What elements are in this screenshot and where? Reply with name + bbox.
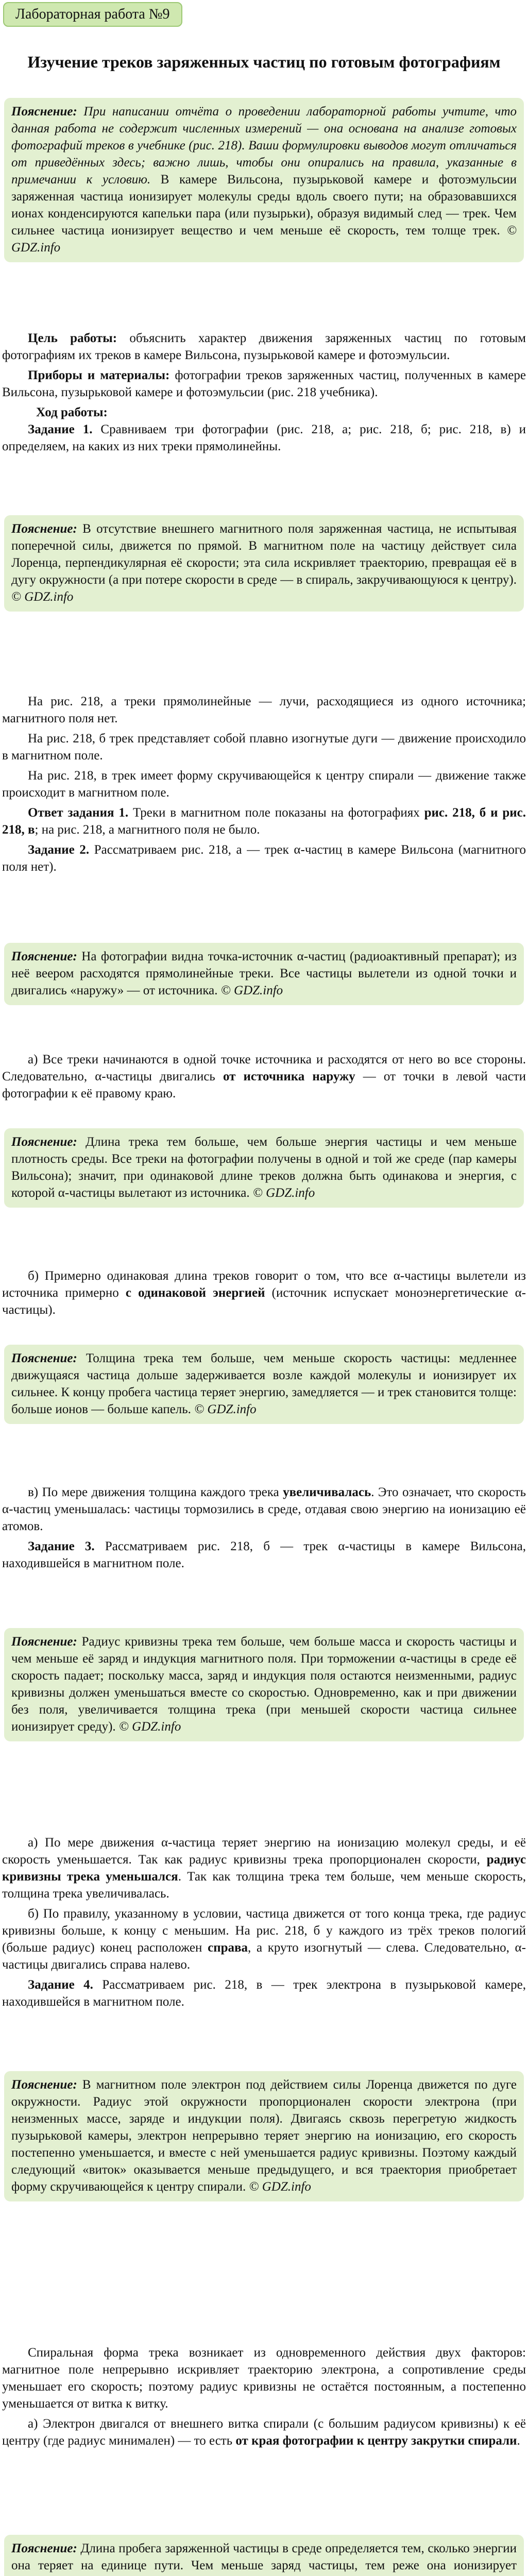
ans1-tail: ; на рис. 218, а магнитного поля не было. <box>35 823 260 837</box>
task2-text: Рассматриваем рис. 218, а — трек α-частиц в камере Вильсона (магнитного поля нет). <box>2 843 526 874</box>
task3-text: Рассматриваем рис. 218, б — трек α-частицы в камере Вильсона, находившейся в магнитном поле. <box>2 1539 526 1570</box>
task1-answer <box>0 693 528 878</box>
gdz-watermark: © GDZ.info <box>11 224 517 255</box>
lab-work-tab-label: Лабораторная работа №9 <box>15 6 170 22</box>
note-label: Пояснение: <box>11 2541 77 2555</box>
answer-bold: от источника наружу <box>223 1070 355 1083</box>
answer-line: Спиральная форма трека возникает из одновременного действия двух факторов: магнитное поле непрерывно искривляет траекторию электрона, а сопротивление среды уменьшает его скорость; поэтому радиус кривизны не остаётся постоянным, а постепенно уменьшается от витка к витку. <box>2 2346 526 2411</box>
ans1-bold: рис. 218, б и рис. 218, в <box>2 806 526 837</box>
note-label: Пояснение: <box>11 1135 77 1149</box>
answer-tail: . <box>517 2434 520 2448</box>
answer-bold: справа <box>208 1941 248 1955</box>
answer-text: б) По правилу, указанному в условии, частица движется от того конца трека, где радиус кривизны больше, к концу с меньшим. На рис. 218, б у каждого из трёх треков пологий (больше радиус) конец расположен <box>2 1907 526 1955</box>
answer-tail: . Это означает, что скорость α-частиц уменьшалась: частицы тормозились в среде, отдавая свою энергию на ионизацию её атомов. <box>2 1485 526 1533</box>
note-text: Толщина трека тем больше, чем меньше скорость частицы: медленнее движущаяся частица дольше задерживается возле каждой молекулы и ионизирует их сильнее. К концу пробега частица теряет энергию, замедляется — и трек становится толще: больше ионов — больше капель. <box>11 1351 517 1416</box>
note-label: Пояснение: <box>11 2078 77 2092</box>
answer-text: а) По мере движения α-частица теряет энергию на ионизацию молекул среды, и её скорость уменьшается. Так как радиус кривизны трека пропорционален скорости, <box>2 1836 526 1867</box>
progress-heading: Ход работы: <box>36 405 108 419</box>
answer-bold: с одинаковой энергией <box>125 1286 265 1300</box>
note-6 <box>0 1628 528 1741</box>
note-text: Радиус кривизны трека тем больше, чем больше масса и скорость частицы и чем меньше её заряд и индукция магнитного поля. При торможении α-частицы в среде её скорость падает; поскольку масса, заряд и индукция поля остаются неизменными, радиус кривизны должен уменьшаться вместе со скоростью. Одновременно, как и при движении без поля, увеличивается толщина трека (при меньшей скорости частица сильнее ионизирует среду). <box>11 1635 517 1734</box>
answer-bold: увеличивалась <box>283 1485 371 1499</box>
page-title: Изучение треков заряженных частиц по готовым фотографиям <box>27 53 501 71</box>
note-7 <box>0 2071 528 2201</box>
answer-tail: (источник испускает моноэнергетические α-частицы). <box>2 1286 526 1317</box>
gdz-watermark: © GDZ.info <box>249 2180 311 2194</box>
note-1 <box>0 98 528 262</box>
task1-label: Задание 1. <box>28 422 93 436</box>
devices-text: фотографии треков заряженных частиц, полученных в камере Вильсона, пузырьковой камере и фотоэмульсии (рис. 218 учебника). <box>2 368 526 399</box>
note-text: В отсутствие внешнего магнитного поля заряженная частица, не испытывая поперечной силы, движется по прямой. В магнитном поле на частицу действует сила Лоренца, перпендикулярная её скорости; эта сила искривляет траекторию, превращая её в дугу окружности (а при потере скорости в среде — в спираль, закручивающуюся к центру). <box>11 522 517 587</box>
note-label: Пояснение: <box>11 105 77 118</box>
answer-bold: от края фотографии к центру закрутки спирали <box>235 2434 517 2448</box>
lab-work-tab[interactable] <box>3 2 182 27</box>
task4-text: Рассматриваем рис. 218, в — трек электрона в пузырьковой камере, находившейся в магнитном поле. <box>2 1978 526 2009</box>
task2-label: Задание 2. <box>28 843 90 857</box>
task4-answers <box>0 2344 528 2452</box>
gdz-watermark: © GDZ.info <box>220 984 283 997</box>
answer-a-2 <box>0 1051 528 1105</box>
task1-text: Сравниваем три фотографии (рис. 218, а; рис. 218, б; рис. 218, в) и определяем, на каких из них треки прямолинейны. <box>2 422 526 453</box>
note-text: Длина пробега заряженной частицы в среде определяется тем, сколько энергии она теряет на единице пути. Чем меньше заряд частицы, тем реже она ионизирует <box>11 2541 517 2572</box>
task3-answers <box>0 1834 528 2013</box>
answer-tail: — от точки в левой части фотографии к её правому краю. <box>2 1070 526 1100</box>
note-8 <box>0 2535 528 2576</box>
note-label: Пояснение: <box>11 1635 77 1649</box>
note-2 <box>0 515 528 612</box>
note-label: Пояснение: <box>11 950 77 963</box>
ans1-text: Треки в магнитном поле показаны на фотографиях <box>128 806 424 820</box>
note-text: В камере Вильсона, пузырьковой камере и фотоэмульсии заряженная частица ионизирует молекулы среды вдоль своего пути; на образовавшихся ионах конденсируются капельки пара (или пузырьки), образуя видимый след — трек. Чем сильнее частица ионизирует вещество и чем меньше её скорость, тем толще трек. <box>11 173 517 238</box>
answer-bold: радиус кривизны трека уменьшался <box>2 1853 526 1884</box>
task4-label: Задание 4. <box>28 1978 93 1992</box>
note-label: Пояснение: <box>11 522 77 536</box>
note-text: Длина трека тем больше, чем больше энергия частицы и чем меньше плотность среды. Все треки на фотографии получены в одной и той же среде (пар камеры Вильсона); значит, при одинаковой длине треков должна быть одинакова и энергия, с которой α-частицы вылетают из источника. <box>11 1135 517 1200</box>
answer-text: а) Электрон двигался от внешнего витка спирали (с большим радиусом кривизны) к её центру (где радиус минимален) — то есть <box>2 2417 526 2448</box>
note-4 <box>0 1128 528 1208</box>
answer-line: На рис. 218, б трек представляет собой плавно изогнутые дуги — движение происходило в магнитном поле. <box>2 732 526 762</box>
goal-section <box>0 330 528 458</box>
goal-text: объяснить характер движения заряженных частиц по готовым фотографиям их треков в камере Вильсона, пузырьковой камере и фотоэмульсии. <box>2 331 526 362</box>
note-text: На фотографии видна точка-источник α-частиц (радиоактивный препарат); из неё веером расходятся прямолинейные треки. Все частицы вылетели из одной точки и двигались «наружу» — от источника. <box>11 950 517 997</box>
task3-label: Задание 3. <box>28 1539 95 1553</box>
answer-line: На рис. 218, а треки прямолинейные — лучи, расходящиеся из одного источника; магнитного поля нет. <box>2 694 526 725</box>
answer-text: а) Все треки начинаются в одной точке источника и расходятся от него во все стороны. Следовательно, α-частицы двигались <box>2 1053 526 1083</box>
answer-b-2 <box>0 1267 528 1321</box>
answer-c-2 <box>0 1484 528 1575</box>
devices-label: Приборы и материалы: <box>28 368 170 382</box>
gdz-watermark: © GDZ.info <box>118 1720 181 1734</box>
note-italic: При написании отчёта о проведении лабораторной работы учтите, что данная работа не содержит численных измерений — она основана на анализе готовых фотографий треков в учебнике (рис. 218). Ваши формулировки выводов могут отличаться от приведённых здесь; важно лишь, чтобы они опирались на правила, указанные в примечании к условию. <box>11 105 517 187</box>
answer-text: в) По мере движения толщина каждого трека <box>28 1485 283 1499</box>
gdz-watermark: © GDZ.info <box>194 1402 257 1416</box>
ans1-label: Ответ задания 1. <box>28 806 129 820</box>
answer-tail: , а круто изогнутый — слева. Следовательно, α-частицы двигались справа налево. <box>2 1941 526 1972</box>
goal-label: Цель работы: <box>28 331 117 345</box>
note-5 <box>0 1345 528 1424</box>
answer-text: б) Примерно одинаковая длина треков говорит о том, что все α-частицы вылетели из источника примерно <box>2 1269 526 1300</box>
answer-tail: . Так как толщина трека тем больше, чем меньше скорость, толщина трека увеличивалась. <box>2 1870 526 1901</box>
note-3 <box>0 943 528 1005</box>
note-text: В магнитном поле электрон под действием силы Лоренца движется по дуге окружности. Радиус этой окружности пропорционален скорости электрона (при неизменных массе, заряде и индукции поля). Двигаясь сквозь перегретую жидкость пузырьковой камеры, электрон непрерывно теряет энергию на ионизацию, его скорость постепенно уменьшается, и вместе с ней уменьшается радиус кривизны. Поэтому каждый следующий «виток» оказывается меньше предыдущего, и вся траектория приобретает форму скручивающейся к центру спирали. <box>11 2078 517 2194</box>
note-label: Пояснение: <box>11 1351 77 1365</box>
gdz-watermark: © GDZ.info <box>11 590 74 604</box>
answer-line: На рис. 218, в трек имеет форму скручивающейся к центру спирали — движение также происходит в магнитном поле. <box>2 769 526 800</box>
gdz-watermark: © GDZ.info <box>252 1186 315 1200</box>
